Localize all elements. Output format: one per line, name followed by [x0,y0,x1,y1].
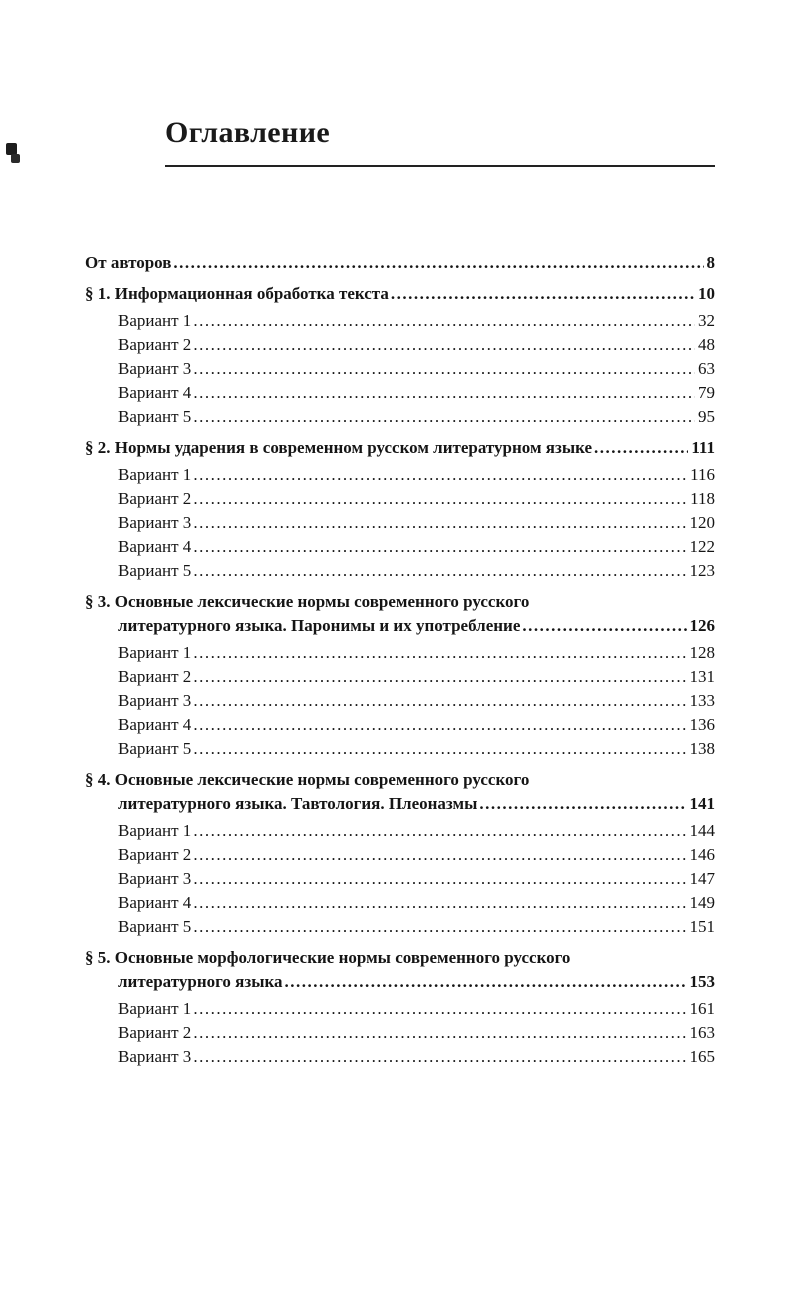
dot-leader [193,689,686,713]
dot-leader [193,1045,686,1069]
toc-entry-label: Вариант 3 [118,1047,192,1066]
toc-entry-label: Вариант 2 [118,335,192,354]
toc-entry-page: 133 [689,691,715,710]
toc-entry-line [85,614,715,638]
dot-leader [193,463,687,487]
dot-leader [193,487,687,511]
toc-entry-label: Вариант 4 [118,537,192,556]
toc-entry [85,333,715,357]
toc-entry-line [85,333,715,357]
toc-entry [85,1045,715,1069]
toc-entry-page: 147 [689,869,715,888]
toc-entry [85,405,715,429]
dot-leader [193,405,695,429]
dot-leader [193,915,686,939]
toc-entry-label: Вариант 5 [118,739,192,758]
toc-entry-line [85,867,715,891]
toc-entry-page: 63 [698,359,715,378]
toc-entry-line [85,843,715,867]
toc-entry-page: 153 [689,972,715,991]
toc-entry-label: Вариант 5 [118,407,192,426]
dot-leader [193,535,686,559]
toc-entry-line [85,309,715,333]
toc-entry-page: 79 [698,383,715,402]
toc-entry-line [85,713,715,737]
dot-leader [193,867,686,891]
toc-entry-line [85,915,715,939]
toc-entry-line [85,665,715,689]
toc-entry-page: 144 [689,821,715,840]
dot-leader [479,792,686,816]
toc-entry [85,282,715,306]
toc-entry-page: 149 [689,893,715,912]
toc-entry-page: 48 [698,335,715,354]
toc-entry-label: Вариант 5 [118,561,192,580]
toc-entry-page: 111 [691,438,715,457]
toc-entry-page: 122 [689,537,715,556]
toc-entry-page: 120 [689,513,715,532]
page-content [0,116,800,1069]
toc-entry-page: 10 [698,284,715,303]
toc-entry-line [85,689,715,713]
toc-entry-page: 161 [689,999,715,1018]
toc-entry-label: От авторов [85,253,172,272]
dot-leader [522,614,686,638]
toc-entry-page: 8 [706,253,715,272]
dot-leader [391,282,695,306]
toc-entry-label: Вариант 3 [118,513,192,532]
toc-entry-page: 118 [690,489,715,508]
toc-entry [85,915,715,939]
dot-leader [193,511,686,535]
toc-entry-page: 163 [689,1023,715,1042]
toc-entry [85,1021,715,1045]
toc-entry-line [85,381,715,405]
dot-leader [193,665,686,689]
dot-leader [193,381,695,405]
toc-entry-label: Вариант 5 [118,917,192,936]
toc-entry [85,251,715,275]
toc-entry-page: 165 [689,1047,715,1066]
toc-entry-first-line: § 4. Основные лексические нормы современного русского [85,770,530,789]
toc-entry-line [85,463,715,487]
toc-entry [85,357,715,381]
dot-leader [193,737,686,761]
toc-entry [85,713,715,737]
toc-entry [85,819,715,843]
toc-entry-line [85,1021,715,1045]
toc-entry-label: Вариант 1 [118,999,192,1018]
toc-entry [85,309,715,333]
toc-entry-line [85,559,715,583]
dot-leader [193,559,686,583]
toc-entry-page: 126 [689,616,715,635]
toc-entry-line [85,891,715,915]
toc-entry [85,689,715,713]
toc-entry-page: 146 [689,845,715,864]
dot-leader [173,251,703,275]
dot-leader [193,891,686,915]
toc-entry [85,436,715,460]
toc-entry [85,487,715,511]
toc-entry [85,463,715,487]
toc-entry [85,511,715,535]
toc-entry-label: Вариант 3 [118,869,192,888]
scan-artifact [6,143,17,155]
toc-entry [85,891,715,915]
page-title: Оглавление [165,116,331,149]
toc-entry-label: Вариант 1 [118,465,192,484]
toc-entry-label: литературного языка. Тавтология. Плеоназмы [118,794,478,813]
toc-entry-label: Вариант 1 [118,821,192,840]
toc-list [85,251,715,1069]
dot-leader [193,1021,686,1045]
title-block [165,116,715,167]
toc-entry-label: Вариант 4 [118,383,192,402]
toc-entry-label: § 2. Нормы ударения в современном русском литературном языке [85,438,593,457]
toc-entry-label: Вариант 2 [118,845,192,864]
toc-entry [85,641,715,665]
toc-entry-label: Вариант 3 [118,359,192,378]
toc-entry-page: 151 [689,917,715,936]
toc-entry-page: 141 [689,794,715,813]
toc-entry-label: § 1. Информационная обработка текста [85,284,389,303]
toc-entry-label: литературного языка. Паронимы и их употребление [118,616,521,635]
toc-entry-label: Вариант 2 [118,1023,192,1042]
toc-entry-label: литературного языка [118,972,283,991]
toc-entry [85,997,715,1021]
toc-entry [85,535,715,559]
toc-entry [85,559,715,583]
toc-entry-line [85,819,715,843]
dot-leader [285,970,687,994]
toc-entry-line [85,436,715,460]
dot-leader [193,997,686,1021]
dot-leader [594,436,688,460]
toc-entry [85,381,715,405]
toc-entry-line [85,405,715,429]
toc-entry [85,843,715,867]
toc-entry-line [85,251,715,275]
toc-entry [85,590,715,638]
toc-entry-label: Вариант 4 [118,893,192,912]
toc-entry-line [85,535,715,559]
toc-entry-line [85,487,715,511]
toc-entry [85,946,715,994]
toc-entry-line [85,792,715,816]
dot-leader [193,641,686,665]
toc-entry-line [85,1045,715,1069]
toc-entry-page: 116 [690,465,715,484]
toc-entry-line [85,511,715,535]
toc-entry-page: 128 [689,643,715,662]
toc-entry-page: 136 [689,715,715,734]
toc-entry-label: Вариант 2 [118,667,192,686]
dot-leader [193,713,686,737]
dot-leader [193,309,695,333]
toc-entry-line [85,641,715,665]
dot-leader [193,357,695,381]
toc-entry [85,737,715,761]
toc-entry-page: 131 [689,667,715,686]
toc-entry-first-line: § 5. Основные морфологические нормы современного русского [85,948,571,967]
toc-entry-line [85,357,715,381]
toc-entry [85,867,715,891]
dot-leader [193,843,686,867]
toc-entry-line [85,737,715,761]
toc-entry-line [85,997,715,1021]
toc-entry-label: Вариант 2 [118,489,192,508]
toc-entry-page: 123 [689,561,715,580]
toc-entry-line [85,282,715,306]
toc-entry [85,665,715,689]
toc-entry-line [85,970,715,994]
toc-entry-label: Вариант 1 [118,643,192,662]
dot-leader [193,819,686,843]
toc-entry-label: Вариант 4 [118,715,192,734]
dot-leader [193,333,695,357]
toc-entry-page: 32 [698,311,715,330]
toc-entry-page: 95 [698,407,715,426]
toc-entry-label: Вариант 1 [118,311,192,330]
toc-entry-label: Вариант 3 [118,691,192,710]
toc-entry [85,768,715,816]
toc-entry-first-line: § 3. Основные лексические нормы современного русского [85,592,530,611]
toc-entry-page: 138 [689,739,715,758]
book-page [0,116,800,1069]
